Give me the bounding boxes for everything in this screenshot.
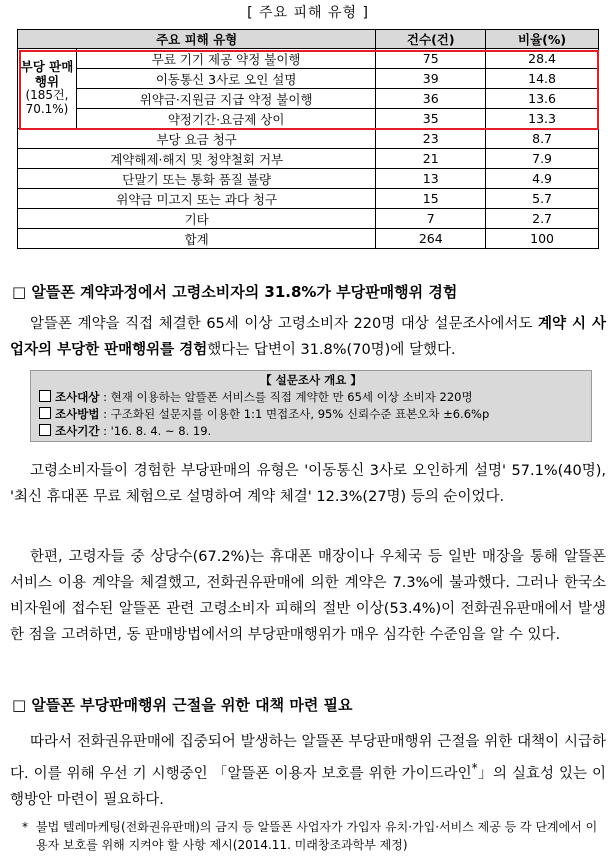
footnote-text: 불법 텔레마케팅(전화권유판매)의 금지 등 알뜰폰 사업자가 가입자 유치·가입·서비스 제공 등 각 단계에서 이용자 보호를 위해 지켜야 할 사항 제시(2014.11. 미래창조과학부 제정) xyxy=(36,820,598,852)
row-ratio: 7.9 xyxy=(486,149,599,169)
row-type: 무료 기기 제공 약정 불이행 xyxy=(76,49,375,69)
table-row xyxy=(18,189,599,209)
row-type: 위약금 미고지 또는 과다 청구 xyxy=(18,189,376,209)
paragraph-1-text-a: 알뜰폰 계약을 직접 체결한 65세 이상 고령소비자 220명 대상 설문조사에서도 xyxy=(30,316,538,332)
footnote-mark: * xyxy=(22,820,28,834)
paragraph-3 xyxy=(10,544,606,648)
row-type: 단말기 또는 통화 품질 불량 xyxy=(18,169,376,189)
table-row xyxy=(18,109,599,129)
row-count: 7 xyxy=(376,209,486,229)
group-cell xyxy=(18,49,77,129)
table-row xyxy=(18,49,599,69)
survey-period-value: : '16. 8. 4. ~ 8. 19. xyxy=(99,424,212,438)
paragraph-3-text: 한편, 고령자들 중 상당수(67.2%)는 휴대폰 매장이나 우체국 등 일반 매장을 통해 알뜰폰 서비스 이용 계약을 체결했고, 전화권유판매에 의한 계약은 7.3%에 불과했다. 그러나 한국소비자원에 접수된 알뜰폰 관련 고령소비자 피해의 절반 이상(53.4%)이 전화권유판매에서 발생한 점을 고려하면, 동 판매방법에서의 부당판매행위가 매우 심각한 수준임을 알 수 있다. xyxy=(10,549,606,643)
checkbox-square-icon xyxy=(39,407,51,419)
survey-method-label: 조사방법 xyxy=(55,407,100,421)
row-ratio: 13.6 xyxy=(486,89,599,109)
header-count: 건수(건) xyxy=(376,30,486,49)
group-title: 부당 판매 행위 xyxy=(20,59,74,89)
row-ratio: 13.3 xyxy=(486,109,599,129)
survey-period-row xyxy=(31,423,591,440)
survey-target-value: : 현재 이용하는 알뜰폰 서비스를 직접 계약한 만 65세 이상 소비자 220명 xyxy=(99,390,473,404)
row-count: 36 xyxy=(376,89,486,109)
paragraph-1-bold: 계약 시 사업자의 부당한 판매행위를 경험 xyxy=(10,316,607,358)
row-count: 13 xyxy=(376,169,486,189)
row-ratio: 14.8 xyxy=(486,69,599,89)
section-heading-1: □ 알뜰폰 계약과정에서 고령소비자의 31.8%가 부당판매행위 경험 xyxy=(12,283,458,301)
table-row xyxy=(18,129,599,149)
row-count: 39 xyxy=(376,69,486,89)
row-type: 약정기간·요금제 상이 xyxy=(76,109,375,129)
footnote xyxy=(22,818,604,854)
row-ratio: 2.7 xyxy=(486,209,599,229)
header-type: 주요 피해 유형 xyxy=(18,30,376,49)
paragraph-1-text-b: 했다는 답변이 31.8%(70명)에 달했다. xyxy=(207,342,456,358)
table-row xyxy=(18,69,599,89)
total-label: 합계 xyxy=(18,229,376,249)
section-heading-2: □ 알뜰폰 부당판매행위 근절을 위한 대책 마련 필요 xyxy=(12,696,353,714)
paragraph-4-text-a: 따라서 전화권유판매에 집중되어 발생하는 알뜰폰 부당판매행위 근절을 위한 대책이 시급하다. 이를 위해 우선 기 시행중인 「알뜰폰 이용자 보호를 위한 가이드라인 xyxy=(10,734,606,782)
row-count: 75 xyxy=(376,49,486,69)
total-ratio: 100 xyxy=(486,229,599,249)
checkbox-square-icon xyxy=(39,424,51,436)
row-type: 위약금·지원금 지급 약정 불이행 xyxy=(76,89,375,109)
survey-overview-box xyxy=(30,370,592,442)
row-ratio: 28.4 xyxy=(486,49,599,69)
row-count: 21 xyxy=(376,149,486,169)
table-row xyxy=(18,209,599,229)
table-row xyxy=(18,169,599,189)
survey-target-row xyxy=(31,389,591,406)
row-type: 이동통신 3사로 오인 설명 xyxy=(76,69,375,89)
row-ratio: 8.7 xyxy=(486,129,599,149)
row-type: 부당 요금 청구 xyxy=(18,129,376,149)
survey-period-label: 조사기간 xyxy=(55,424,100,438)
row-type: 계약해제·해지 및 청약철회 거부 xyxy=(18,149,376,169)
row-ratio: 4.9 xyxy=(486,169,599,189)
survey-title: 【 설문조사 개요 】 xyxy=(260,373,362,387)
row-count: 15 xyxy=(376,189,486,209)
survey-method-value: : 구조화된 설문지를 이용한 1:1 면접조사, 95% 신뢰수준 표본오차 ±6.6%p xyxy=(99,407,490,421)
paragraph-2 xyxy=(10,458,606,510)
paragraph-4-footnote-mark: * xyxy=(471,761,478,775)
table-header-row xyxy=(18,30,599,49)
paragraph-4 xyxy=(10,729,606,813)
survey-method-row xyxy=(31,406,591,423)
paragraph-4-text-b: 」의 실효성 있는 이행방안 마련이 필요하다. xyxy=(10,765,606,808)
row-type: 기타 xyxy=(18,209,376,229)
total-count: 264 xyxy=(376,229,486,249)
survey-target-label: 조사대상 xyxy=(55,390,100,404)
checkbox-square-icon xyxy=(39,390,51,402)
header-ratio: 비율(%) xyxy=(486,30,599,49)
group-subtitle: (185건, 70.1%) xyxy=(25,88,69,116)
row-count: 35 xyxy=(376,109,486,129)
damage-type-table xyxy=(17,29,599,249)
paragraph-2-text: 고령소비자들이 경험한 부당판매의 유형은 '이동통신 3사로 오인하게 설명' 57.1%(40명), '최신 휴대폰 무료 체험으로 설명하여 계약 체결' 12.3%(27명) 등의 순이었다. xyxy=(10,463,606,505)
table-row xyxy=(18,149,599,169)
table-caption: [ 주요 피해 유형 ] xyxy=(247,5,369,21)
row-count: 23 xyxy=(376,129,486,149)
paragraph-1 xyxy=(10,311,606,363)
row-ratio: 5.7 xyxy=(486,189,599,209)
table-row xyxy=(18,89,599,109)
table-total-row xyxy=(18,229,599,249)
